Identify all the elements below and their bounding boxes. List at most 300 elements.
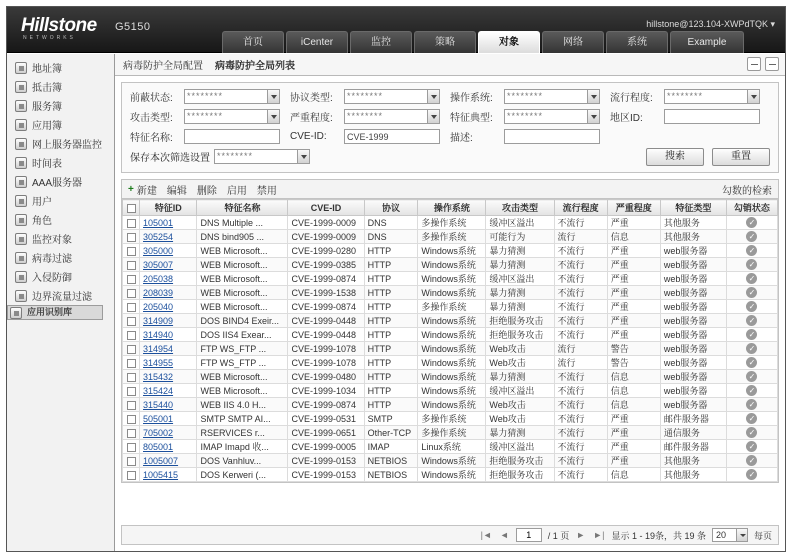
cell-signature-name: DOS IIS4 Exear... [197, 328, 288, 342]
search-button[interactable]: 搜索 [646, 148, 704, 166]
table-row[interactable] [123, 244, 778, 258]
col-attack-type[interactable]: 攻击类型 [486, 200, 554, 216]
row-checkbox[interactable] [127, 289, 136, 298]
cell-severity: 严重 [607, 272, 660, 286]
row-checkbox[interactable] [127, 373, 136, 382]
col-cve-id[interactable]: CVE-ID [288, 200, 364, 216]
cell-signature-name: WEB Microsoft... [197, 258, 288, 272]
target-icon [15, 233, 27, 245]
cell-popularity: 不流行 [554, 440, 607, 454]
plus-icon: + [128, 183, 134, 195]
cell-severity: 信息 [607, 230, 660, 244]
row-checkbox[interactable] [127, 457, 136, 466]
row-checkbox[interactable] [127, 247, 136, 256]
cell-severity: 严重 [607, 216, 660, 230]
cell-protocol: HTTP [364, 258, 418, 272]
cell-severity: 严重 [607, 314, 660, 328]
input-region-id[interactable] [664, 109, 760, 124]
sidebar-item-13[interactable] [7, 305, 103, 320]
cell-signature-type: web服务器 [660, 384, 726, 398]
sidebar-item-label-11: 入侵防御 [32, 273, 72, 284]
table-row[interactable] [123, 384, 778, 398]
cell-block-status[interactable] [726, 384, 777, 398]
next-page-button[interactable]: ► [576, 530, 586, 540]
label-os: 操作系统: [450, 93, 493, 104]
row-select-cell[interactable] [123, 286, 140, 300]
book-icon [15, 81, 27, 93]
collapse-icon[interactable] [747, 57, 761, 71]
advanced-search-button[interactable]: 勾数的检索 [722, 185, 772, 197]
table-row[interactable] [123, 440, 778, 454]
cell-signature-id[interactable] [140, 244, 197, 258]
cell-block-status[interactable] [726, 286, 777, 300]
cell-cve-id: CVE-1999-0005 [288, 440, 364, 454]
table-row[interactable] [123, 272, 778, 286]
save-filter-label: 保存本次筛选设置 [130, 153, 210, 164]
brand-logo-subtext: NETWORKS [23, 35, 76, 41]
row-checkbox[interactable] [127, 415, 136, 424]
cell-attack-type: 暴力猜测 [486, 258, 554, 272]
nav-tab-4[interactable]: 对象 [478, 31, 540, 53]
signature-id-link: 505001 [143, 413, 174, 424]
row-select-cell[interactable] [123, 454, 140, 468]
cell-os: 多操作系统 [418, 426, 486, 440]
sidebar-item-2[interactable] [7, 96, 114, 115]
cell-attack-type: 暴力猜测 [486, 370, 554, 384]
cell-attack-type: 暴力猜测 [486, 286, 554, 300]
cell-block-status[interactable] [726, 356, 777, 370]
cell-popularity: 流行 [554, 230, 607, 244]
row-select-cell[interactable] [123, 272, 140, 286]
cell-signature-name: FTP WS_FTP ... [197, 356, 288, 370]
label-popularity: 流行程度: [610, 93, 653, 104]
sidebar-item-label-13: 应用识别库 [27, 307, 73, 317]
row-checkbox[interactable] [127, 331, 136, 340]
table-row[interactable] [123, 398, 778, 412]
sidebar-item-9[interactable] [7, 229, 114, 248]
cell-signature-id[interactable] [140, 272, 197, 286]
status-check-icon: ✓ [746, 385, 757, 396]
search-row-2 [130, 109, 770, 124]
col-popularity[interactable]: 流行程度 [554, 200, 607, 216]
table-head [123, 200, 778, 216]
cell-signature-type: 通信服务 [660, 426, 726, 440]
sidebar-item-10[interactable] [7, 248, 114, 267]
label-protocol-type: 协议类型: [290, 93, 333, 104]
cell-os: Windows系统 [418, 342, 486, 356]
cell-popularity: 不流行 [554, 286, 607, 300]
cell-cve-id: CVE-1999-0153 [288, 468, 364, 482]
cell-block-status[interactable] [726, 258, 777, 272]
cell-os: Windows系统 [418, 314, 486, 328]
status-check-icon: ✓ [746, 469, 757, 480]
cell-block-status[interactable] [726, 342, 777, 356]
select-save-filter-value: ******** [217, 151, 254, 161]
cell-signature-id[interactable] [140, 426, 197, 440]
signature-id-link: 305000 [143, 245, 174, 256]
cell-signature-id[interactable] [140, 258, 197, 272]
panel-tools [747, 57, 779, 71]
signature-id-link: 314940 [143, 329, 174, 340]
cell-cve-id: CVE-1999-0874 [288, 398, 364, 412]
account-menu[interactable]: hillstone@123.104-XWPdTQK ▾ [646, 19, 775, 29]
sidebar-item-4[interactable] [7, 134, 114, 153]
row-select-cell[interactable] [123, 370, 140, 384]
cell-block-status[interactable] [726, 328, 777, 342]
cell-protocol: HTTP [364, 286, 418, 300]
cell-cve-id: CVE-1999-0448 [288, 314, 364, 328]
breadcrumb-first[interactable]: 病毒防护全局配置 [123, 61, 203, 72]
select-severity-value: ******** [347, 111, 384, 121]
col-signature-name[interactable]: 特征名称 [197, 200, 288, 216]
col-block-status[interactable]: 勾销状态 [726, 200, 777, 216]
signature-id-link: 205040 [143, 301, 174, 312]
input-cve-id[interactable] [344, 129, 440, 144]
table-row[interactable] [123, 454, 778, 468]
last-page-button[interactable]: ►| [593, 530, 605, 540]
cell-attack-type: 缓冲区溢出 [486, 216, 554, 230]
cell-os: Windows系统 [418, 384, 486, 398]
cell-block-status[interactable] [726, 398, 777, 412]
cell-signature-name: WEB Microsoft... [197, 370, 288, 384]
row-checkbox[interactable] [127, 317, 136, 326]
cell-popularity: 不流行 [554, 370, 607, 384]
search-panel [121, 82, 779, 173]
row-select-cell[interactable] [123, 468, 140, 482]
row-checkbox[interactable] [127, 233, 136, 242]
cell-signature-id[interactable] [140, 314, 197, 328]
sidebar-item-label-7: 用户 [32, 197, 52, 208]
enable-button-label: 启用 [226, 185, 247, 197]
select-all-checkbox[interactable] [127, 204, 136, 213]
status-check-icon: ✓ [746, 455, 757, 466]
cell-os: 多操作系统 [418, 300, 486, 314]
table-row[interactable] [123, 426, 778, 440]
cell-cve-id: CVE-1999-0874 [288, 272, 364, 286]
cell-protocol: Other-TCP [364, 426, 418, 440]
cell-attack-type: Web攻击 [486, 356, 554, 370]
col-protocol[interactable]: 协议 [364, 200, 418, 216]
close-icon[interactable] [765, 57, 779, 71]
status-check-icon: ✓ [746, 217, 757, 228]
cell-os: Linux系统 [418, 440, 486, 454]
cell-signature-id[interactable] [140, 230, 197, 244]
table-row[interactable] [123, 328, 778, 342]
col-select[interactable] [123, 200, 140, 216]
cell-popularity: 不流行 [554, 426, 607, 440]
search-row-3 [130, 129, 770, 144]
sidebar-item-7[interactable] [7, 191, 114, 210]
row-checkbox[interactable] [127, 471, 136, 480]
field-region-id [610, 109, 760, 124]
sidebar-item-6[interactable] [7, 172, 114, 191]
sidebar-item-11[interactable] [7, 267, 114, 286]
row-select-cell[interactable] [123, 244, 140, 258]
signature-id-link: 105001 [143, 217, 174, 228]
select-protocol-type[interactable] [344, 89, 440, 104]
signature-id-link: 305254 [143, 231, 174, 242]
status-check-icon: ✓ [746, 231, 757, 242]
cell-block-status[interactable] [726, 412, 777, 426]
cell-popularity: 不流行 [554, 272, 607, 286]
cell-protocol: DNS [364, 230, 418, 244]
breadcrumb [115, 54, 785, 76]
cell-block-status[interactable] [726, 454, 777, 468]
sidebar-item-label-2: 服务簿 [32, 102, 62, 113]
signature-id-link: 208039 [143, 287, 174, 298]
cell-attack-type: 缓冲区溢出 [486, 384, 554, 398]
row-checkbox[interactable] [127, 359, 136, 368]
cell-signature-type: 其他服务 [660, 454, 726, 468]
cell-signature-name: SMTP SMTP AI... [197, 412, 288, 426]
cell-cve-id: CVE-1999-1078 [288, 342, 364, 356]
row-select-cell[interactable] [123, 356, 140, 370]
label-region-id: 地区ID: [610, 113, 643, 124]
cell-signature-id[interactable] [140, 412, 197, 426]
cell-signature-id[interactable] [140, 398, 197, 412]
signature-id-link: 314955 [143, 357, 174, 368]
status-check-icon: ✓ [746, 357, 757, 368]
table-row[interactable] [123, 286, 778, 300]
row-select-cell[interactable] [123, 384, 140, 398]
table-body [123, 216, 778, 482]
row-select-cell[interactable] [123, 230, 140, 244]
signature-id-link: 805001 [143, 441, 174, 452]
cell-attack-type: 拒绝服务攻击 [486, 468, 554, 482]
chevron-down-icon [427, 90, 439, 103]
cell-popularity: 不流行 [554, 244, 607, 258]
row-select-cell[interactable] [123, 258, 140, 272]
cell-signature-id[interactable] [140, 216, 197, 230]
nav-tab-2[interactable]: 监控 [350, 31, 412, 53]
cell-signature-type: web服务器 [660, 258, 726, 272]
virus-icon [15, 252, 27, 264]
select-signature-type[interactable] [504, 109, 600, 124]
disable-button[interactable] [257, 182, 277, 197]
cell-popularity: 不流行 [554, 454, 607, 468]
cell-block-status[interactable] [726, 216, 777, 230]
cell-signature-id[interactable] [140, 342, 197, 356]
sidebar-item-0[interactable] [7, 58, 114, 77]
cell-signature-type: 其他服务 [660, 216, 726, 230]
cell-signature-id[interactable] [140, 328, 197, 342]
row-select-cell[interactable] [123, 328, 140, 342]
row-checkbox[interactable] [127, 261, 136, 270]
signature-id-link: 1005415 [143, 469, 179, 480]
col-severity[interactable]: 严重程度 [607, 200, 660, 216]
cell-signature-type: web服务器 [660, 272, 726, 286]
table-row[interactable] [123, 412, 778, 426]
label-signature-type: 特征典型: [450, 113, 493, 124]
table-row[interactable] [123, 258, 778, 272]
cell-signature-id[interactable] [140, 468, 197, 482]
nav-tab-6[interactable]: 系统 [606, 31, 668, 53]
select-os[interactable] [504, 89, 600, 104]
cell-os: Windows系统 [418, 370, 486, 384]
edit-button-label: 编辑 [166, 185, 187, 197]
row-checkbox[interactable] [127, 401, 136, 410]
input-signature-name[interactable] [184, 129, 280, 144]
cell-cve-id: CVE-1999-1538 [288, 286, 364, 300]
table-row[interactable] [123, 356, 778, 370]
sidebar-item-5[interactable] [7, 153, 114, 172]
cell-attack-type: 拒绝服务攻击 [486, 328, 554, 342]
row-checkbox[interactable] [127, 345, 136, 354]
nav-tab-0[interactable]: 首页 [222, 31, 284, 53]
shield-icon [15, 271, 27, 283]
breadcrumb-second: 病毒防护全局列表 [215, 61, 295, 72]
cell-signature-name: DNS bind905 ... [197, 230, 288, 244]
cell-protocol: HTTP [364, 244, 418, 258]
table-row[interactable] [123, 370, 778, 384]
status-check-icon: ✓ [746, 287, 757, 298]
cell-signature-id[interactable] [140, 440, 197, 454]
select-popularity[interactable] [664, 89, 760, 104]
row-checkbox[interactable] [127, 275, 136, 284]
input-description[interactable] [504, 129, 600, 144]
cell-block-status[interactable] [726, 244, 777, 258]
delete-button[interactable] [197, 182, 217, 197]
row-select-cell[interactable] [123, 314, 140, 328]
row-checkbox[interactable] [127, 443, 136, 452]
disable-button-label: 禁用 [256, 185, 277, 197]
cell-protocol: HTTP [364, 272, 418, 286]
row-select-cell[interactable] [123, 216, 140, 230]
table-row[interactable] [123, 230, 778, 244]
main-nav-tabs [222, 31, 744, 53]
row-checkbox[interactable] [127, 219, 136, 228]
cell-popularity: 流行 [554, 356, 607, 370]
reset-button[interactable]: 重置 [712, 148, 770, 166]
cell-block-status[interactable] [726, 314, 777, 328]
cell-os: 多操作系统 [418, 216, 486, 230]
brand-logo-text: Hillstone [21, 15, 97, 36]
cell-severity: 信息 [607, 398, 660, 412]
status-check-icon: ✓ [746, 343, 757, 354]
field-os [450, 89, 600, 104]
row-checkbox[interactable] [127, 387, 136, 396]
page-size-value: 20 [715, 530, 726, 540]
row-select-cell[interactable] [123, 300, 140, 314]
book-icon [15, 62, 27, 74]
first-page-button[interactable]: |◄ [480, 530, 492, 540]
col-signature-type[interactable]: 特征类型 [660, 200, 726, 216]
cell-os: Windows系统 [418, 258, 486, 272]
sidebar-item-12[interactable] [7, 286, 114, 305]
table-row[interactable] [123, 216, 778, 230]
signature-id-link: 315432 [143, 371, 174, 382]
top-bar [7, 7, 785, 53]
nav-tab-5[interactable]: 网络 [542, 31, 604, 53]
row-select-cell[interactable] [123, 412, 140, 426]
cell-protocol: HTTP [364, 384, 418, 398]
cell-attack-type: Web攻击 [486, 412, 554, 426]
table-row[interactable] [123, 314, 778, 328]
signature-id-link: 315424 [143, 385, 174, 396]
cell-protocol: HTTP [364, 300, 418, 314]
signature-id-link: 305007 [143, 259, 174, 270]
col-signature-id[interactable]: 特征ID [140, 200, 197, 216]
table-row[interactable] [123, 300, 778, 314]
cell-block-status[interactable] [726, 230, 777, 244]
cell-severity: 严重 [607, 258, 660, 272]
user-icon [15, 195, 27, 207]
cell-block-status[interactable] [726, 272, 777, 286]
prev-page-button[interactable]: ◄ [499, 530, 509, 540]
nav-tab-7[interactable]: Example [670, 31, 744, 53]
nav-tab-1[interactable]: iCenter [286, 31, 348, 53]
field-signature-name [130, 129, 280, 144]
row-checkbox[interactable] [127, 429, 136, 438]
sidebar-item-8[interactable] [7, 210, 114, 229]
cell-signature-id[interactable] [140, 286, 197, 300]
label-severity: 严重程度: [290, 113, 333, 124]
status-check-icon: ✓ [746, 273, 757, 284]
cell-block-status[interactable] [726, 468, 777, 482]
cell-block-status[interactable] [726, 426, 777, 440]
page-size-select[interactable] [712, 528, 748, 542]
field-block-status [130, 89, 280, 104]
cell-attack-type: Web攻击 [486, 398, 554, 412]
select-attack-type[interactable] [184, 109, 280, 124]
cell-block-status[interactable] [726, 370, 777, 384]
row-select-cell[interactable] [123, 398, 140, 412]
row-select-cell[interactable] [123, 440, 140, 454]
role-icon [15, 214, 27, 226]
edit-button[interactable] [167, 182, 187, 197]
select-save-filter[interactable] [214, 149, 310, 164]
cell-cve-id: CVE-1999-0009 [288, 230, 364, 244]
page-number-input[interactable] [516, 528, 542, 542]
service-icon [15, 100, 27, 112]
select-block-status[interactable] [184, 89, 280, 104]
main-content [115, 54, 785, 551]
row-select-cell[interactable] [123, 342, 140, 356]
table-row[interactable] [123, 468, 778, 482]
select-severity[interactable] [344, 109, 440, 124]
enable-button[interactable] [227, 182, 247, 197]
cell-protocol: HTTP [364, 370, 418, 384]
sidebar-item-3[interactable] [7, 115, 114, 134]
row-checkbox[interactable] [127, 303, 136, 312]
cell-signature-id[interactable] [140, 384, 197, 398]
cell-os: Windows系统 [418, 244, 486, 258]
cell-cve-id: CVE-1999-0009 [288, 216, 364, 230]
device-model: G5150 [115, 21, 151, 33]
cell-signature-type: web服务器 [660, 370, 726, 384]
cell-signature-id[interactable] [140, 454, 197, 468]
cell-signature-id[interactable] [140, 356, 197, 370]
new-button[interactable] [128, 182, 157, 197]
cell-protocol: HTTP [364, 398, 418, 412]
signature-id-link: 1005007 [143, 455, 179, 466]
chevron-down-icon [747, 90, 759, 103]
cell-block-status[interactable] [726, 440, 777, 454]
sidebar-item-1[interactable] [7, 77, 114, 96]
nav-tab-3[interactable]: 策略 [414, 31, 476, 53]
cell-signature-type: web服务器 [660, 342, 726, 356]
cell-cve-id: CVE-1999-0480 [288, 370, 364, 384]
row-select-cell[interactable] [123, 426, 140, 440]
label-signature-name: 特征名称: [130, 133, 173, 144]
col-os[interactable]: 操作系统 [418, 200, 486, 216]
status-check-icon: ✓ [746, 371, 757, 382]
cell-block-status[interactable] [726, 300, 777, 314]
cell-popularity: 不流行 [554, 328, 607, 342]
cell-signature-id[interactable] [140, 370, 197, 384]
table-row[interactable] [123, 342, 778, 356]
cell-signature-id[interactable] [140, 300, 197, 314]
